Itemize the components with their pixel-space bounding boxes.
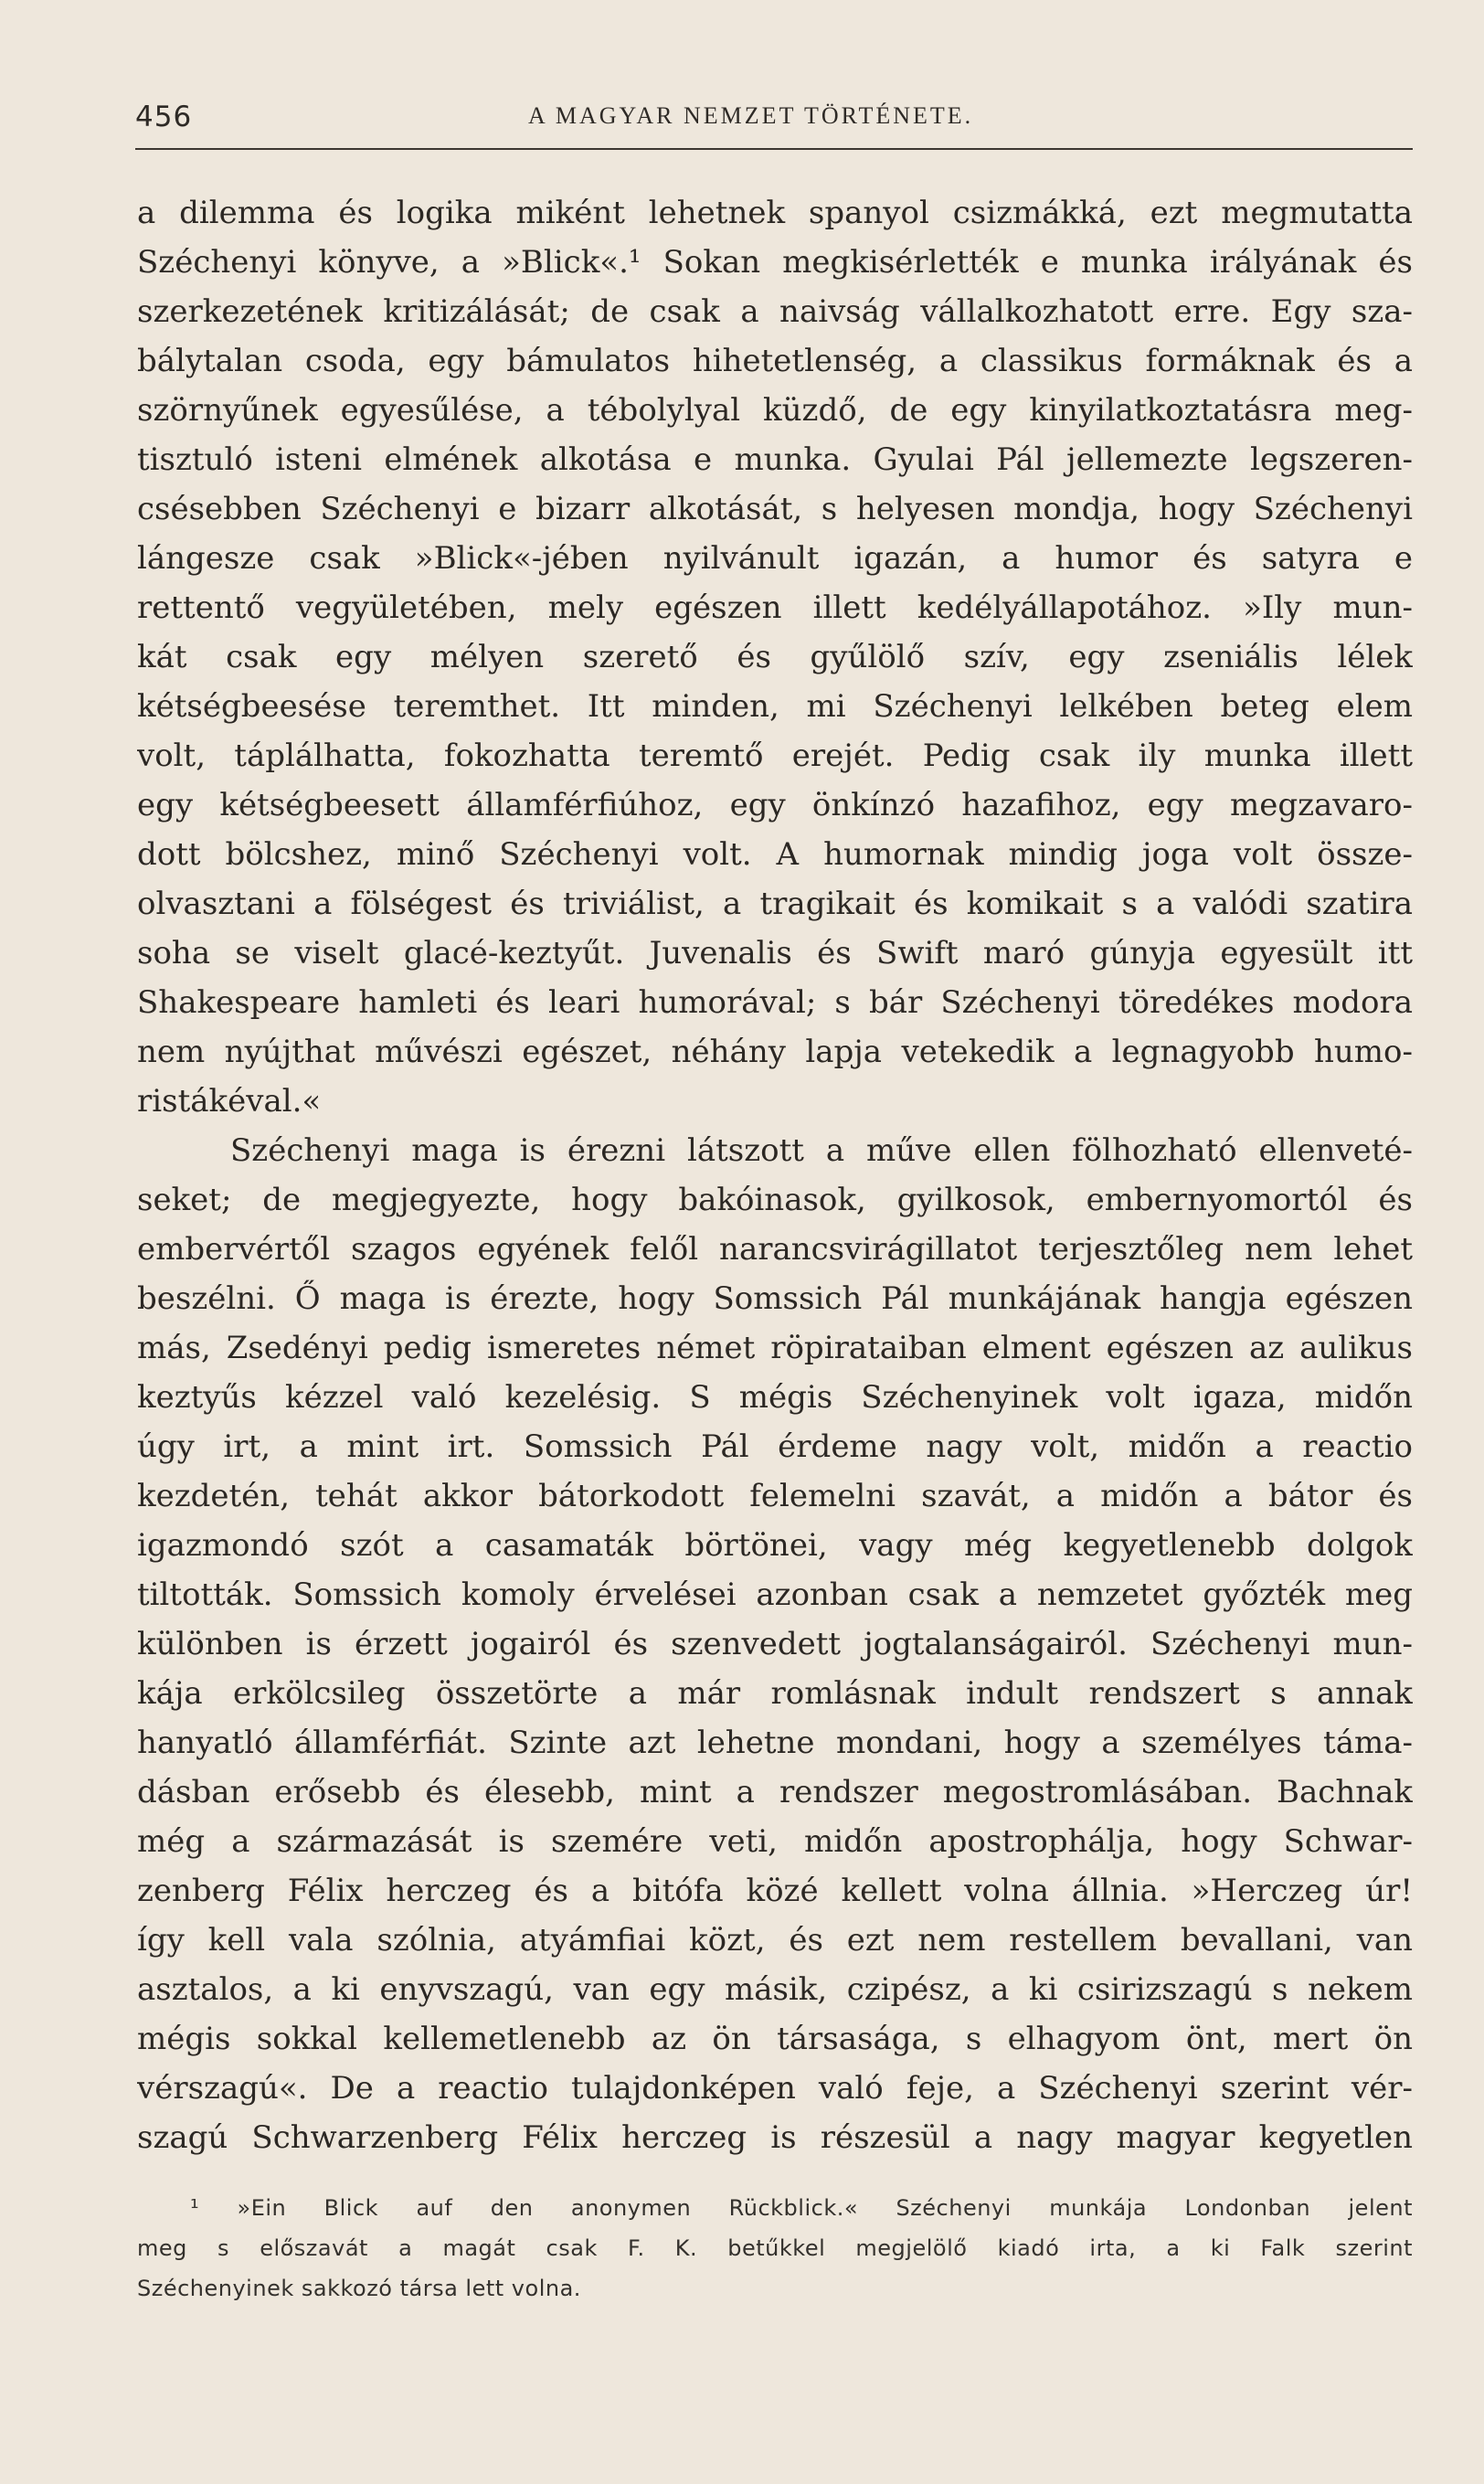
running-head: [135, 93, 1413, 148]
text-line: zenberg Félix herczeg és a bitófa közé kellett volna állnia. »Herczeg úr!: [137, 1873, 1413, 1909]
text-line: lángesze csak »Blick«-jében nyilvánult igazán, a humor és satyra e: [137, 540, 1413, 577]
body-text: [137, 188, 1413, 2162]
text-line: mégis sokkal kellemetlenebb az ön társasága, s elhagyom önt, mert ön: [137, 2021, 1413, 2057]
footnote-line: meg s előszavát a magát csak F. K. betűkkel megjelölő kiadó irta, a ki Falk szerint: [137, 2235, 1413, 2261]
text-line: soha se viselt glacé-keztyűt. Juvenalis és Swift maró gúnyja egyesült itt: [137, 935, 1413, 971]
text-line: bálytalan csoda, egy bámulatos hihetetlenség, a classikus formáknak és a: [137, 343, 1413, 379]
text-line: asztalos, a ki enyvszagú, van egy másik, czipész, a ki csirizszagú s nekem: [137, 1971, 1413, 2008]
text-line: még a származását is szemére veti, midőn apostrophálja, hogy Schwar-: [137, 1823, 1413, 1860]
running-title: A MAGYAR NEMZET TÖRTÉNETE.: [528, 102, 974, 129]
text-line: beszélni. Ő maga is érezte, hogy Somssich Pál munkájának hangja egészen: [137, 1280, 1413, 1317]
footnotes: [137, 2188, 1413, 2309]
text-line: kétségbeesése teremthet. Itt minden, mi Széchenyi lelkében beteg elem: [137, 688, 1413, 725]
text-line: így kell vala szólnia, atyámfiai közt, és ezt nem restellem bevallani, van: [137, 1922, 1413, 1959]
footnote-line: Széchenyinek sakkozó társa lett volna.: [137, 2276, 581, 2301]
text-line: hanyatló államférfiát. Szinte azt lehetne mondani, hogy a személyes táma-: [137, 1725, 1413, 1761]
text-line: Shakespeare hamleti és leari humorával; s bár Széchenyi töredékes modora: [137, 984, 1413, 1021]
text-line: nem nyújthat művészi egészet, néhány lapja vetekedik a legnagyobb humo-: [137, 1034, 1413, 1070]
footnote-line: ¹ »Ein Blick auf den anonymen Rückblick.« Széchenyi munkája Londonban jelent: [190, 2195, 1413, 2221]
text-line: a dilemma és logika miként lehetnek spanyol csizmákká, ezt megmutatta: [137, 195, 1413, 231]
text-line: keztyűs kézzel való kezelésig. S mégis Széchenyinek volt igaza, midőn: [137, 1379, 1413, 1416]
text-line: kezdetén, tehát akkor bátorkodott felemelni szavát, a midőn a bátor és: [137, 1478, 1413, 1514]
text-line: szagú Schwarzenberg Félix herczeg is részesül a nagy magyar kegyetlen: [137, 2119, 1413, 2156]
text-line: tiltották. Somssich komoly érvelései azonban csak a nemzetet győzték meg: [137, 1576, 1413, 1613]
text-line: különben is érzett jogairól és szenvedett jogtalanságairól. Széchenyi mun-: [137, 1626, 1413, 1662]
text-line: dott bölcshez, minő Széchenyi volt. A humornak mindig joga volt össze-: [137, 836, 1413, 873]
text-line: egy kétségbeesett államférfiúhoz, egy önkínzó hazafihoz, egy megzavaro-: [137, 787, 1413, 823]
text-line: kát csak egy mélyen szerető és gyűlölő szív, egy zseniális lélek: [137, 639, 1413, 675]
text-line: volt, táplálhatta, fokozhatta teremtő erejét. Pedig csak ily munka illett: [137, 738, 1413, 774]
paragraph-end-line: ristákéval.«: [137, 1083, 322, 1120]
text-line: seket; de megjegyezte, hogy bakóinasok, gyilkosok, embernyomortól és: [137, 1182, 1413, 1218]
text-line: rettentő vegyületében, mely egészen illett kedélyállapotához. »Ily mun-: [137, 589, 1413, 626]
text-line: embervértől szagos egyének felől narancsvirágillatot terjesztőleg nem lehet: [137, 1231, 1413, 1268]
text-line: igazmondó szót a casamaták börtönei, vagy még kegyetlenebb dolgok: [137, 1527, 1413, 1564]
text-line: olvasztani a fölségest és triviálist, a tragikait és komikait s a valódi szatira: [137, 886, 1413, 922]
header-rule: [135, 148, 1413, 150]
text-line: szörnyűnek egyesűlése, a tébolylyal küzdő, de egy kinyilatkoztatásra meg-: [137, 392, 1413, 429]
text-line: tisztuló isteni elmének alkotása e munka. Gyulai Pál jellemezte legszeren-: [137, 441, 1413, 478]
text-line: más, Zsedényi pedig ismeretes német röpirataiban elment egészen az aulikus: [137, 1330, 1413, 1366]
text-line: Széchenyi könyve, a »Blick«.¹ Sokan megkisérlették e munka irályának és: [137, 244, 1413, 281]
text-line: dásban erősebb és élesebb, mint a rendszer megostromlásában. Bachnak: [137, 1774, 1413, 1810]
text-line: úgy irt, a mint irt. Somssich Pál érdeme nagy volt, midőn a reactio: [137, 1428, 1413, 1465]
text-line: csésebben Széchenyi e bizarr alkotását, s helyesen mondja, hogy Széchenyi: [137, 491, 1413, 527]
text-line: kája erkölcsileg összetörte a már romlásnak indult rendszert s annak: [137, 1675, 1413, 1712]
page-number: 456: [135, 101, 193, 133]
text-line: vérszagú«. De a reactio tulajdonképen való feje, a Széchenyi szerint vér-: [137, 2070, 1413, 2107]
text-line: szerkezetének kritizálását; de csak a naivság vállalkozhatott erre. Egy sza-: [137, 293, 1413, 330]
paragraph-start-line: Széchenyi maga is érezni látszott a műve ellen fölhozható ellenveté-: [230, 1132, 1413, 1169]
